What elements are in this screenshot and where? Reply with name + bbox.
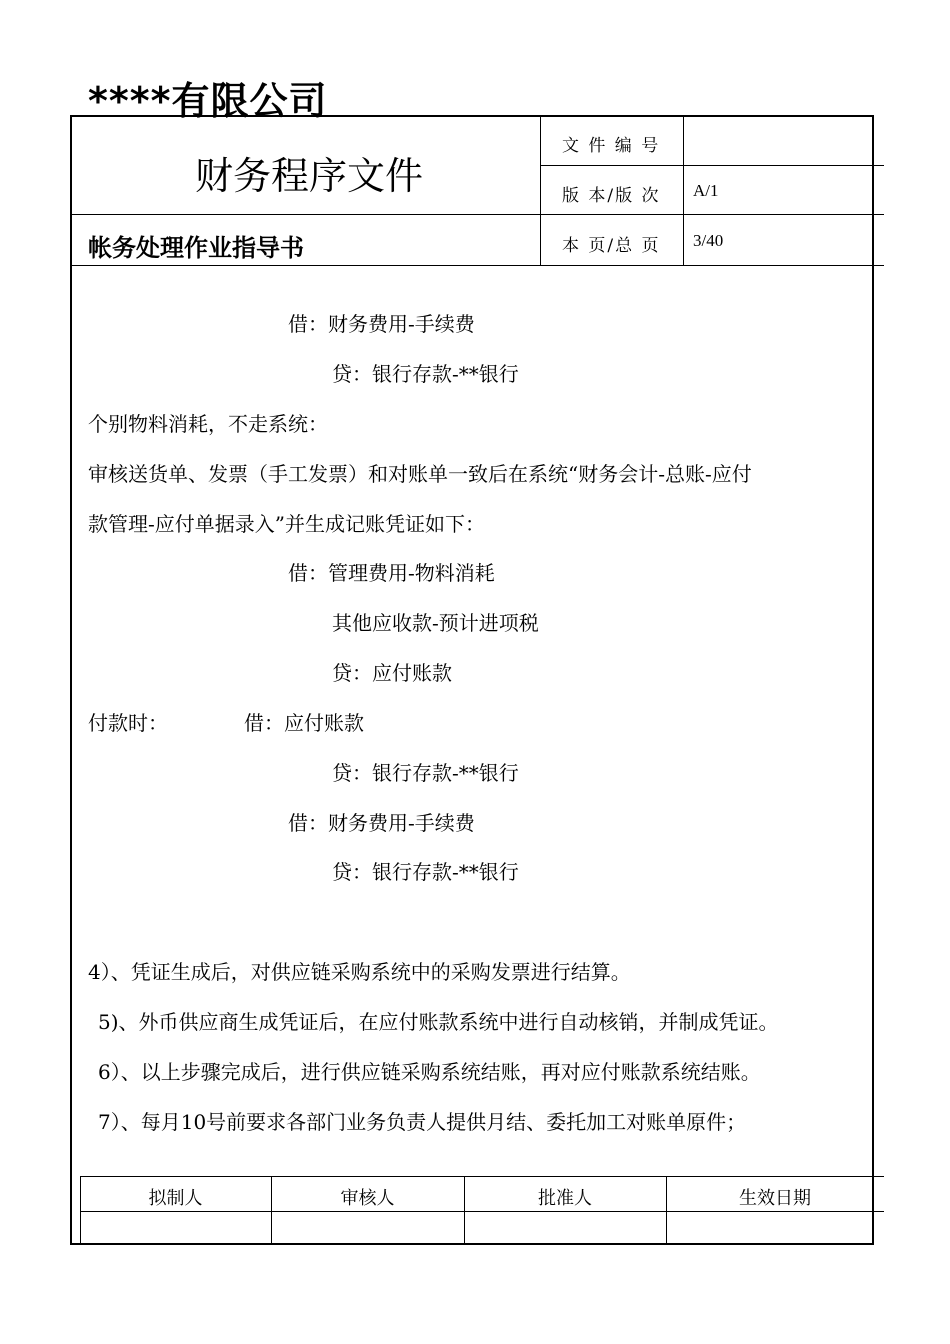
header-divider: [683, 115, 684, 265]
step-line: 5)、外币供应商生成凭证后，在应付账款系统中进行自动核销，并制成凭证。: [98, 1010, 779, 1034]
header-divider: [540, 165, 884, 166]
version-value: A/1: [693, 181, 719, 200]
doc-number-label: 文 件 编 号: [562, 136, 661, 156]
page-label: 本 页/总 页: [562, 236, 661, 256]
reviewer-header: 审核人: [340, 1188, 395, 1209]
header-divider: [540, 115, 541, 265]
approver-header: 批准人: [538, 1188, 592, 1209]
entry-line: 贷：银行存款-**银行: [332, 362, 519, 386]
page-value: 3/40: [693, 231, 724, 250]
company-name: ****有限公司: [88, 79, 328, 123]
version-label: 版 本/版 次: [562, 186, 661, 206]
entry-line: 贷：银行存款-**银行: [332, 761, 519, 785]
entry-line: 贷：应付账款: [332, 661, 452, 685]
entry-line: 其他应收款-预计进项税: [332, 611, 539, 635]
header-divider: [70, 265, 884, 266]
paragraph-line: 审核送货单、发票（手工发票）和对账单一致后在系统“财务会计-总账-应付: [88, 462, 752, 486]
signature-table-border: [80, 1211, 884, 1212]
document-name: 帐务处理作业指导书: [88, 234, 304, 262]
entry-line: 贷：银行存款-**银行: [332, 860, 519, 884]
document-type-title: 财务程序文件: [195, 154, 424, 198]
paragraph-line: 付款时：: [88, 711, 168, 735]
paragraph-line: 款管理-应付单据录入”并生成记账凭证如下：: [88, 512, 485, 536]
header-divider: [70, 214, 884, 215]
signature-table-border: [80, 1176, 884, 1177]
entry-line: 借：财务费用-手续费: [288, 811, 475, 835]
entry-line: 借：管理费用-物料消耗: [288, 561, 495, 585]
step-line: 6）、以上步骤完成后，进行供应链采购系统结账，再对应付账款系统结账。: [98, 1060, 761, 1084]
drafter-header: 拟制人: [148, 1188, 203, 1209]
entry-line: 借：应付账款: [244, 711, 364, 735]
step-line: 7）、每月10号前要求各部门业务负责人提供月结、委托加工对账单原件；: [98, 1110, 747, 1134]
paragraph-line: 个别物料消耗，不走系统：: [88, 412, 328, 436]
entry-line: 借：财务费用-手续费: [288, 312, 475, 336]
step-line: 4）、凭证生成后，对供应链采购系统中的采购发票进行结算。: [88, 960, 631, 984]
effective-date-header: 生效日期: [739, 1188, 811, 1209]
